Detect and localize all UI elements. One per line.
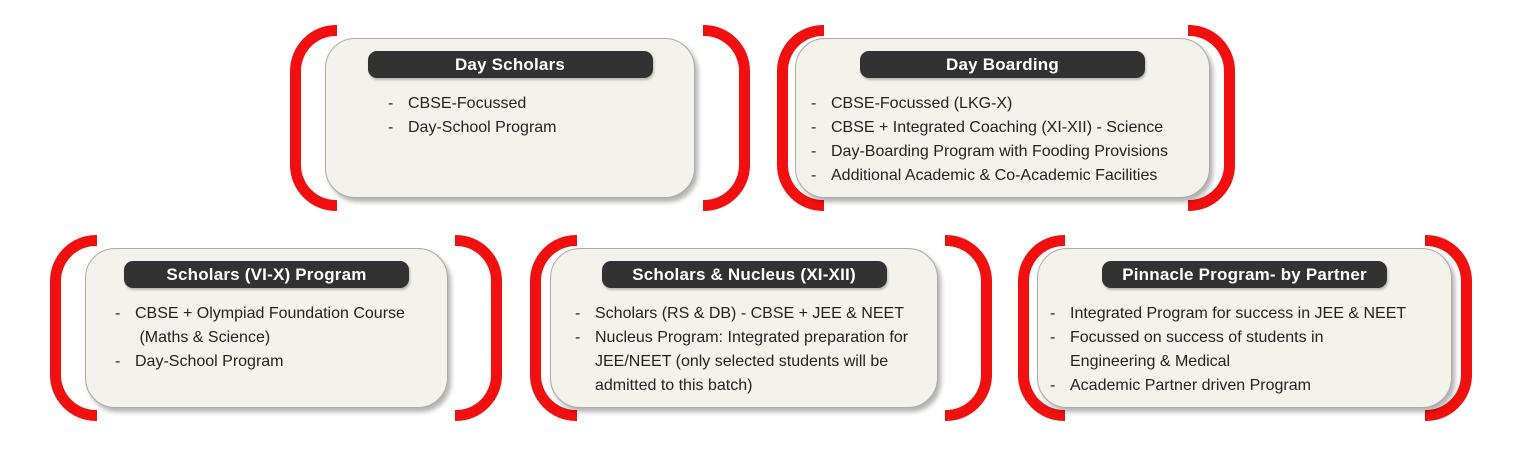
bullet-dash: - [1050, 377, 1056, 394]
list-item-text: Focussed on success of students in Engineering & Medical [1070, 329, 1324, 370]
list-item [115, 302, 441, 350]
list-item [1050, 374, 1445, 398]
bullet-dash: - [1050, 305, 1056, 322]
list-item [388, 116, 688, 140]
list-item-text: Day-School Program [408, 119, 557, 136]
list-item [575, 326, 931, 398]
list-item [575, 302, 931, 326]
bullet-dash: - [811, 119, 817, 136]
bullet-dash: - [1050, 329, 1056, 346]
list-item [115, 350, 441, 374]
bullet-dash: - [388, 95, 394, 112]
bullet-dash: - [388, 119, 394, 136]
program-card [325, 38, 695, 198]
list-item-text: Scholars (RS & DB) - CBSE + JEE & NEET [595, 305, 904, 322]
card-title-badge: Day Scholars [368, 51, 653, 78]
card-title-badge: Scholars & Nucleus (XI-XII) [602, 261, 887, 288]
card-group-pinnacle [1018, 248, 1472, 408]
list-item-text: CBSE + Olympiad Foundation Course (Maths & Science) [135, 305, 405, 346]
card-list [1038, 302, 1451, 398]
list-item [1050, 326, 1445, 374]
program-card [550, 248, 938, 408]
card-list [551, 302, 937, 398]
list-item-text: Day-Boarding Program with Fooding Provisions [831, 143, 1169, 160]
list-item-text: Day-School Program [135, 353, 284, 370]
card-title-badge: Pinnacle Program- by Partner [1102, 261, 1387, 288]
list-item [388, 92, 688, 116]
card-group-scholars-nucleus [530, 248, 992, 408]
list-item [811, 92, 1203, 116]
red-close-paren-icon [945, 235, 992, 421]
bullet-dash: - [811, 167, 817, 184]
red-close-paren-icon [455, 235, 502, 421]
card-group-day-scholars [290, 38, 750, 198]
program-card [1037, 248, 1452, 408]
list-item [1050, 302, 1445, 326]
list-item-text: CBSE-Focussed [408, 95, 527, 112]
list-item-text: Nucleus Program: Integrated preparation for JEE/NEET (only selected students will be admitted to this batch) [595, 329, 909, 394]
card-group-scholars-vi-x [50, 248, 502, 408]
bullet-dash: - [575, 329, 581, 346]
card-list [796, 92, 1209, 188]
card-group-day-boarding [777, 38, 1235, 198]
list-item-text: Integrated Program for success in JEE & NEET [1070, 305, 1407, 322]
bullet-dash: - [811, 143, 817, 160]
list-item [811, 164, 1203, 188]
list-item-text: Additional Academic & Co-Academic Facilities [831, 167, 1158, 184]
card-title-badge: Scholars (VI-X) Program [124, 261, 409, 288]
program-card [795, 38, 1210, 198]
bullet-dash: - [575, 305, 581, 322]
list-item-text: CBSE-Focussed (LKG-X) [831, 95, 1013, 112]
list-item-text: Academic Partner driven Program [1070, 377, 1311, 394]
card-title-badge: Day Boarding [860, 51, 1145, 78]
bullet-dash: - [115, 353, 121, 370]
list-item [811, 140, 1203, 164]
card-list [86, 302, 447, 374]
list-item [811, 116, 1203, 140]
bullet-dash: - [115, 305, 121, 322]
red-close-paren-icon [703, 25, 750, 211]
program-card [85, 248, 448, 408]
bullet-dash: - [811, 95, 817, 112]
card-list [326, 92, 694, 140]
list-item-text: CBSE + Integrated Coaching (XI-XII) - Science [831, 119, 1164, 136]
